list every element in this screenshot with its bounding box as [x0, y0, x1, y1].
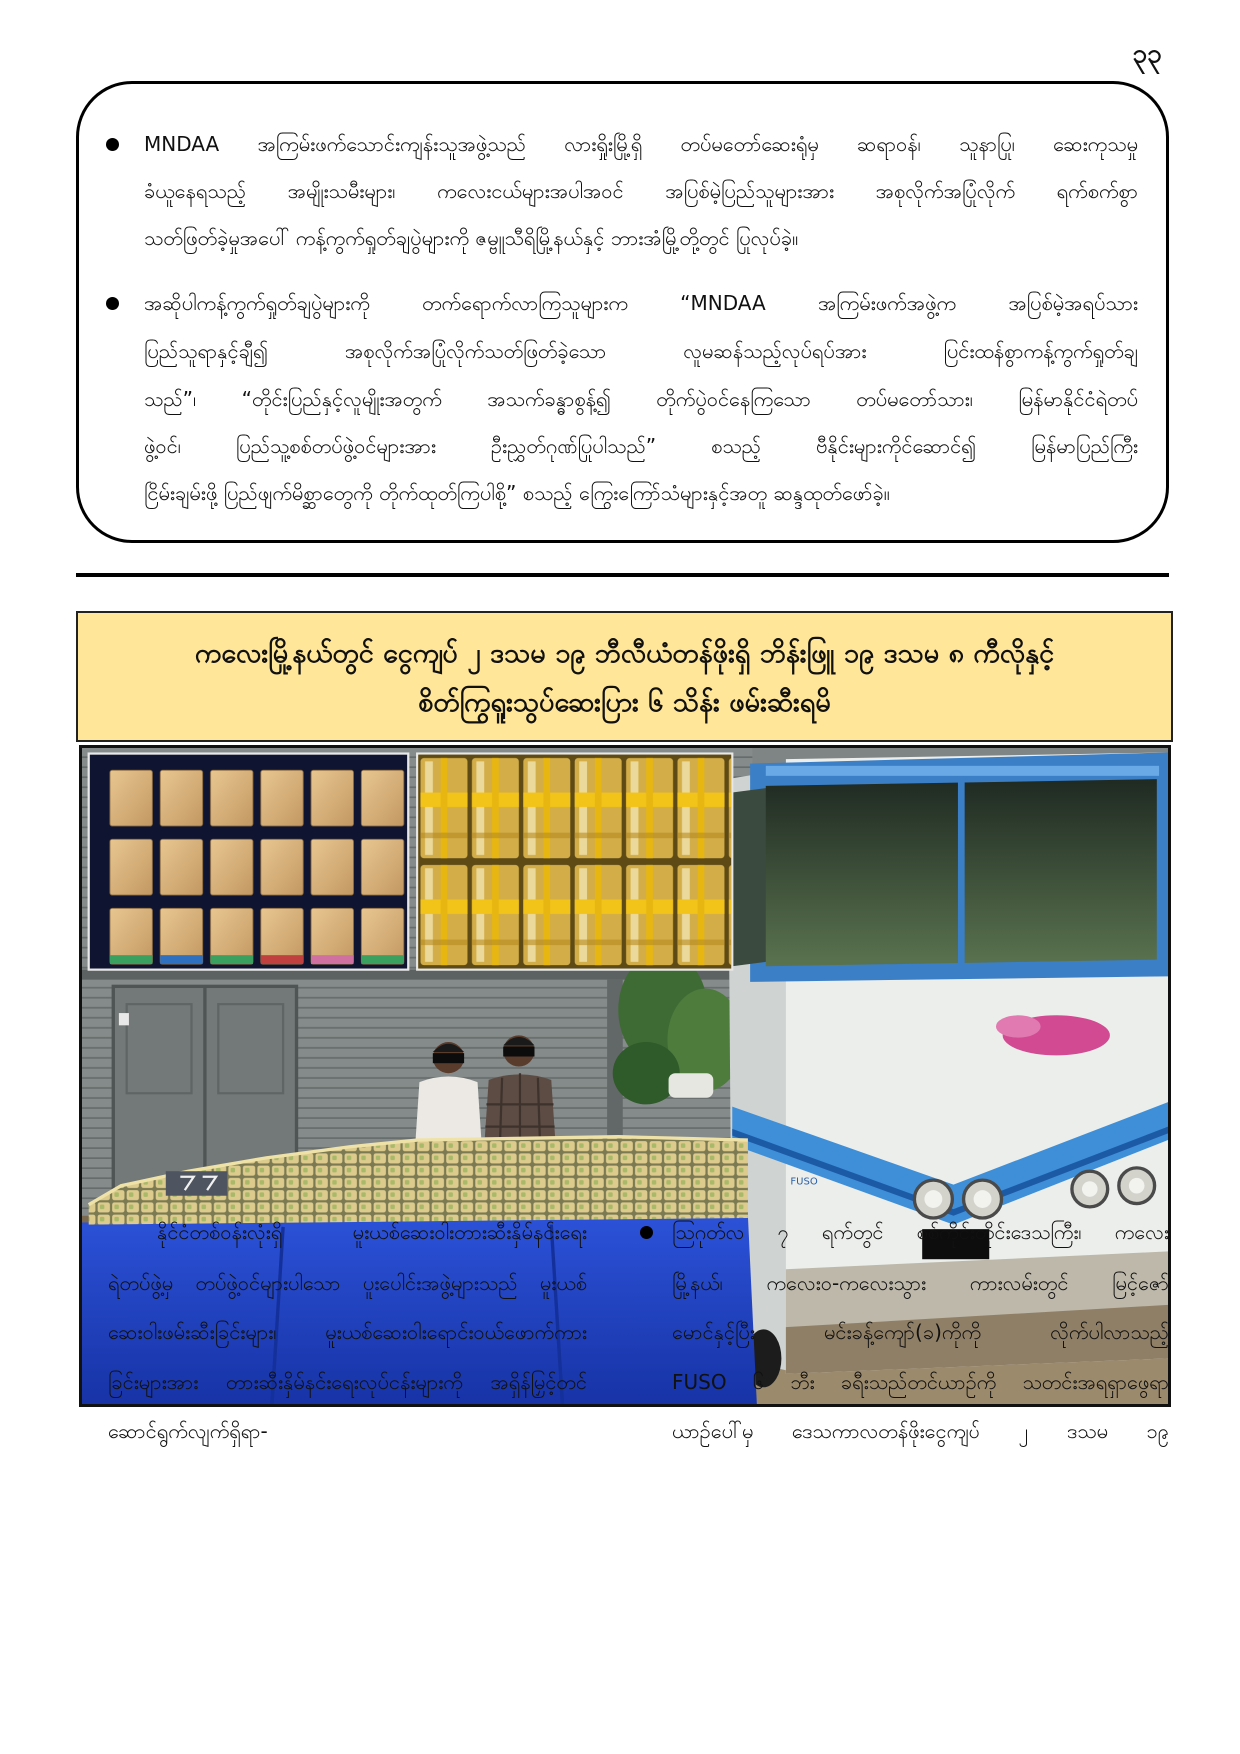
page-number: ၃၃: [1132, 39, 1162, 69]
bus-badge: FUSO: [790, 1176, 818, 1188]
body-left-line: ဆောင်ရွက်လျက်ရှိရာ-: [108, 1419, 268, 1443]
stack-box: [166, 1171, 227, 1196]
body-left-line: နိုင်ငံတစ်ဝန်းလုံးရှိ မူးယစ်ဆေးဝါးတားဆီးနှိမ်နင်းရေး: [157, 1220, 587, 1244]
bullet-1-line: ခံယူနေရသည့် အမျိုးသမီးများ၊ ကလေးငယ်များအပါအဝင် အပြစ်မဲ့ပြည်သူများအား အစုလိုက်အပြုံလိုက် ရက်စက်စွာ: [144, 179, 1138, 203]
bullet-2-line: ဖွဲ့ဝင်၊ ပြည်သူ့စစ်တပ်ဖွဲ့ဝင်များအား ဦးညွှတ်ဂုဏ်ပြုပါသည်” စသည့် ဗီနိုင်းများကိုင်ဆောင်၍ မြန်မာပြည်ကြီး: [144, 434, 1138, 458]
package-label: [110, 955, 152, 964]
body-right-line: ယာဉ်ပေါ်မှ ဒေသကာလတန်ဖိုးငွေကျပ် ၂ ဒသမ ၁၉: [672, 1419, 1169, 1443]
bullet-icon: [106, 297, 119, 310]
packages-grid: [107, 767, 409, 967]
body-left-line: ရဲတပ်ဖွဲ့မှ တပ်ဖွဲ့ဝင်များပါသော ပူးပေါင်းအဖွဲ့များသည် မူးယစ်: [108, 1271, 587, 1295]
body-right-line: မြို့နယ်၊ ကလေးဝ-ကလေးသွား ကားလမ်းတွင် မြင့်ဇော်: [672, 1271, 1169, 1295]
bus-roof-lights: [766, 766, 1159, 776]
bullet-2-line: အဆိုပါကန့်ကွက်ရှုတ်ချပွဲများကို တက်ရောက်လာကြသူများက “MNDAA အကြမ်းဖက်အဖွဲ့က အပြစ်မဲ့အရပ်သား: [144, 291, 1138, 315]
dashboard-cloth: [996, 1015, 1041, 1037]
body-left-line: ဆေးဝါးဖမ်းဆီးခြင်းများ၊ မူးယစ်ဆေးဝါးရောင်းဝယ်ဖောက်ကား: [108, 1320, 587, 1344]
headline-box: [76, 611, 1173, 742]
wall-plate: [119, 1013, 129, 1025]
parked-car: [669, 1073, 714, 1098]
photo-inset-bricks: [417, 754, 732, 970]
body-right-line: ဩဂုတ်လ ၇ ရက်တွင် စစ်ကိုင်းတိုင်းဒေသကြီး၊ ကလေး: [672, 1220, 1169, 1244]
package-label: [210, 955, 252, 964]
bullet-icon: [640, 1226, 653, 1239]
headline-line: ကလေးမြို့နယ်တွင် ငွေကျပ် ၂ ဒသမ ၁၉ ဘီလီယံတန်ဖိုးရှိ ဘိန်းဖြူ ၁၉ ဒသမ ၈ ကီလိုနှင့်: [194, 638, 1055, 669]
package-label: [361, 955, 403, 964]
bullet-1-line: MNDAA အကြမ်းဖက်သောင်းကျန်းသူအဖွဲ့သည် လားရှိုးမြို့ရှိ တပ်မတော်ဆေးရုံမှ ဆရာဝန်၊ သူနာပြု၊ ဆေးကုသမှု: [144, 132, 1138, 156]
headline-line: စိတ်ကြွရူးသွပ်ဆေးပြား ၆ သိန်း ဖမ်းဆီးရမိ: [418, 687, 831, 718]
package-label: [261, 955, 303, 964]
face-censor-bar: [433, 1053, 464, 1063]
body-left-line: ခြင်းများအား တားဆီးနှိမ်နင်းရေးလုပ်ငန်းများကို အရှိန်မြှင့်တင်: [108, 1370, 587, 1394]
bullet-2-line: ပြည်သူရာနှင့်ချီ၍ အစုလိုက်အပြုံလိုက်သတ်ဖြတ်ခဲ့သော လူမဆန်သည့်လုပ်ရပ်အား ပြင်းထန်စွာကန့်ကွက်ရှုတ်ချ: [144, 339, 1138, 363]
package-label: [160, 955, 202, 964]
photo-inset-packages: [89, 754, 409, 970]
bricks-grid: [418, 755, 731, 969]
package-label: [311, 955, 353, 964]
bullet-1-line: သတ်ဖြတ်ခဲ့မှုအပေါ် ကန့်ကွက်ရှုတ်ချပွဲများကို ဇမ္ဗူသီရိမြို့နယ်နှင့် ဘားအံမြို့တို့တွင် ပြုလုပ်ခဲ့။: [144, 226, 799, 250]
face-censor-bar: [503, 1046, 534, 1056]
section-divider: [76, 573, 1169, 577]
bullet-icon: [106, 138, 119, 151]
body-right-line: FUSO ၆ ဘီး ခရီးသည်တင်ယာဉ်ကို သတင်းအရရှာဖွေရာ: [672, 1370, 1169, 1394]
body-right-line: မောင်နှင့်ပြီး မင်းခန့်ကျော်(ခ)ကိုကို လိုက်ပါလာသည့်: [672, 1320, 1169, 1344]
bullet-2-line: ငြိမ်းချမ်းဖို့ ပြည်ဖျက်မိစ္ဆာတွေကို တိုက်ထုတ်ကြပါစို့” စသည့် ကြွေးကြော်သံများနှင့်အတူ ဆန္ဒထုတ်ဖော်ခဲ့။: [144, 481, 890, 505]
bullet-2-line: သည်”၊ “တိုင်းပြည်နှင့်လူမျိုးအတွက် အသက်ခန္ဓာစွန့်၍ တိုက်ပွဲဝင်နေကြသော တပ်မတော်သား၊ မြန်မာနိုင်ငံရဲတပ်: [144, 387, 1138, 411]
